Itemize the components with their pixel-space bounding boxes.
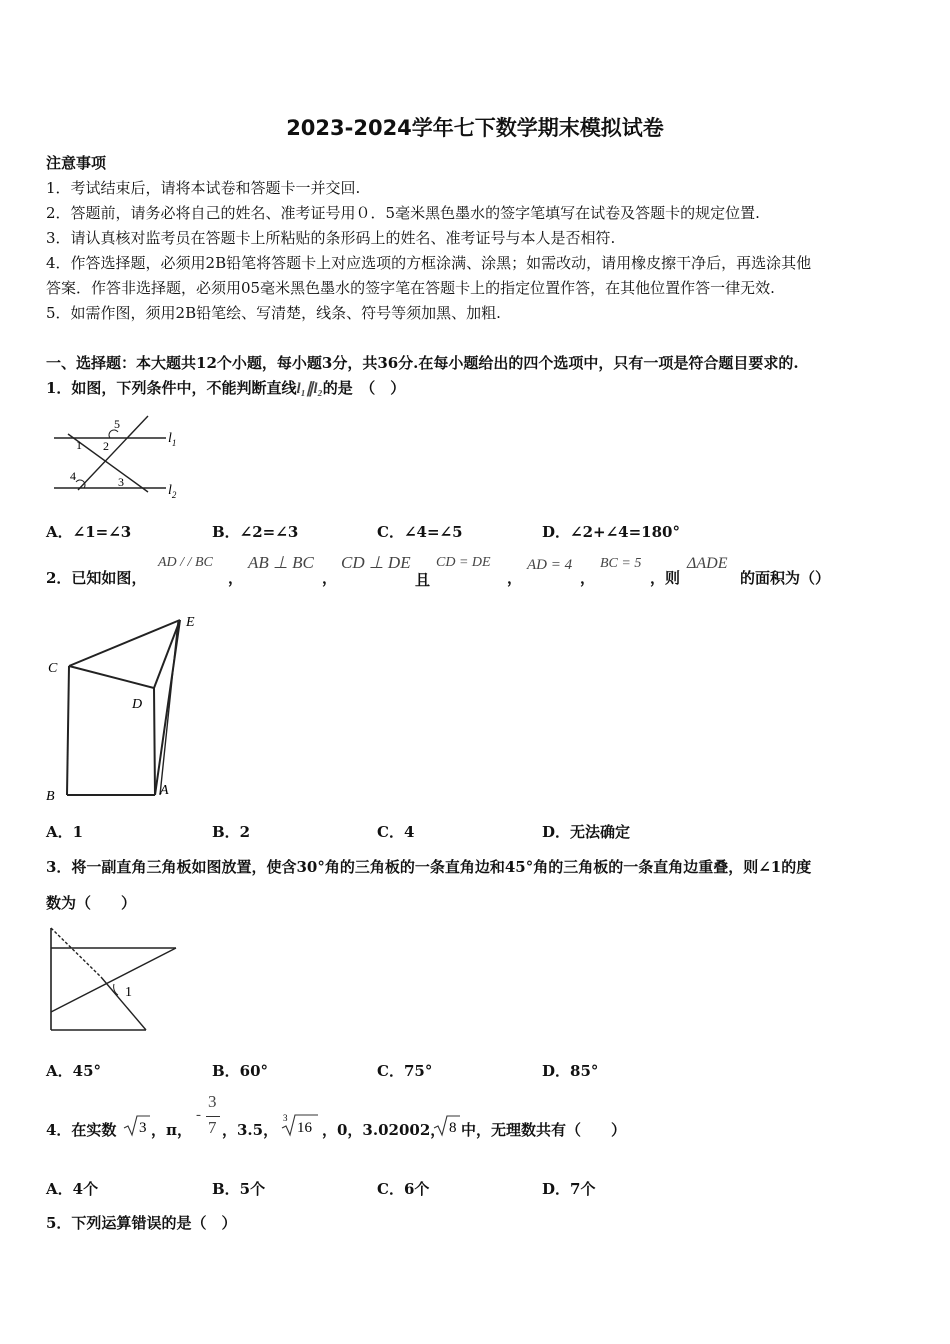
- q4-option-d[interactable]: D．7个: [542, 1180, 596, 1198]
- q3-option-a[interactable]: A．45°: [46, 1062, 102, 1080]
- q2-vertex-a: A: [160, 783, 169, 798]
- q1-label-l1: $l_1$: [168, 431, 177, 448]
- notice-item: 1．考试结束后，请将本试卷和答题卡一并交回.: [46, 179, 361, 197]
- q4-option-b[interactable]: B．5个: [212, 1180, 266, 1198]
- q4-sqrt-8: [432, 1113, 462, 1139]
- q4-frac-numerator: 3: [208, 1092, 217, 1111]
- q2-cond-cd-eq-de: CD = DE: [436, 555, 491, 570]
- q2-option-c[interactable]: C．4: [377, 823, 415, 841]
- q4-values: ，3.5，: [222, 1121, 279, 1139]
- q3-stem-line2: 数为（ ）: [46, 894, 137, 912]
- q2-triangle-ade: ΔADE: [687, 555, 728, 572]
- q1-angle-2: 2: [103, 439, 109, 453]
- q2-cond-cd-de: CD ⊥ DE: [341, 553, 411, 572]
- q4-pi: ，π，: [151, 1121, 192, 1139]
- q2-sep: ，: [322, 569, 338, 587]
- q2-stem-end: 的面积为（）: [740, 569, 831, 587]
- q4-frac-denominator: 7: [208, 1118, 217, 1137]
- notice-item: 2．答题前，请务必将自己的姓名、准考证号用０．5毫米黑色墨水的签字笔填写在试卷及答题卡的规定位置.: [46, 204, 760, 222]
- q1-angle-1: 1: [76, 438, 82, 452]
- q1-label-l2: $l_2$: [168, 483, 177, 500]
- q4-cbrt-16: [280, 1111, 322, 1139]
- notice-item: 5．如需作图，须用2B铅笔绘、写清楚，线条、符号等须加黑、加粗.: [46, 304, 501, 322]
- q4-values-tail: ，0，3.02002，: [322, 1121, 446, 1139]
- q2-vertex-b: B: [46, 789, 55, 804]
- q2-cond-ad: AD = 4: [527, 557, 573, 573]
- page-title: 2023-2024学年七下数学期末模拟试卷: [286, 116, 664, 140]
- q3-option-d[interactable]: D．85°: [542, 1062, 599, 1080]
- q2-then: ，则: [650, 569, 681, 587]
- q5-stem: 5．下列运算错误的是（ ）: [46, 1214, 237, 1232]
- svg-text:16: 16: [297, 1120, 312, 1136]
- q2-sep: ，: [228, 569, 244, 587]
- section-heading: 一、选择题：本大题共12个小题，每小题3分，共36分.在每小题给出的四个选项中，只有一项是符合题目要求的.: [46, 354, 799, 372]
- notice-item: 3．请认真核对监考员在答题卡上所粘贴的条形码上的姓名、准考证号与本人是否相符.: [46, 229, 616, 247]
- q3-figure: [46, 924, 186, 1036]
- q2-vertex-d: D: [132, 697, 143, 712]
- q2-cond-bc: BC = 5: [600, 556, 642, 571]
- q4-stem-end: 中，无理数共有（ ）: [461, 1121, 627, 1139]
- q1-option-a[interactable]: A．∠1=∠3: [46, 523, 132, 541]
- q2-cond-ad-bc: AD / / BC: [158, 555, 213, 570]
- q1-option-c[interactable]: C．∠4=∠5: [377, 523, 463, 541]
- svg-text:3: 3: [139, 1120, 147, 1136]
- notice-item: 答案．作答非选择题，必须用05毫米黑色墨水的签字笔在答题卡上的指定位置作答，在其他位置作答一律无效.: [46, 279, 775, 297]
- q1-angle-5: 5: [114, 417, 120, 431]
- notice-item: 4．作答选择题，必须用2B铅笔将答题卡上对应选项的方框涂满、涂黑；如需改动，请用橡皮擦干净后，再选涂其他: [46, 254, 812, 272]
- q2-and: 且: [415, 571, 431, 589]
- q4-stem-start: 4．在实数: [46, 1121, 117, 1139]
- q3-stem-line1: 3．将一副直角三角板如图放置，使含30°角的三角板的一条直角边和45°角的三角板的一条直角边重叠，则∠1的度: [46, 858, 812, 876]
- q2-option-b[interactable]: B．2: [212, 823, 251, 841]
- q3-option-b[interactable]: B．60°: [212, 1062, 269, 1080]
- q4-frac-sign: -: [196, 1107, 201, 1123]
- q2-stem-start: 2．已知如图，: [46, 569, 147, 587]
- q1-option-d[interactable]: D．∠2+∠4=180°: [542, 523, 680, 541]
- q3-angle-1: 1: [125, 985, 132, 1000]
- q2-sep: ，: [580, 569, 596, 587]
- q2-vertex-c: C: [48, 661, 58, 676]
- q2-option-a[interactable]: A．1: [46, 823, 84, 841]
- q2-figure: [42, 608, 212, 804]
- q4-option-a[interactable]: A．4个: [46, 1180, 99, 1198]
- svg-text:3: 3: [283, 1113, 288, 1123]
- q2-option-d[interactable]: D．无法确定: [542, 823, 631, 841]
- q1-angle-4: 4: [70, 469, 76, 483]
- q4-frac-bar: [206, 1116, 220, 1117]
- q1-option-b[interactable]: B．∠2=∠3: [212, 523, 299, 541]
- notice-heading: 注意事项: [46, 154, 107, 172]
- svg-text:8: 8: [449, 1120, 457, 1136]
- q2-cond-ab-bc: AB ⊥ BC: [248, 553, 314, 572]
- q3-option-c[interactable]: C．75°: [377, 1062, 433, 1080]
- q1-stem: 1．如图，下列条件中，不能判断直线l₁∥l₂的是 （ ）: [46, 379, 406, 397]
- q1-angle-3: 3: [118, 475, 124, 489]
- q2-vertex-e: E: [186, 615, 195, 630]
- q2-sep: ，: [507, 569, 523, 587]
- q4-option-c[interactable]: C．6个: [377, 1180, 430, 1198]
- q1-figure: [48, 412, 188, 504]
- q4-sqrt-3: [122, 1113, 152, 1139]
